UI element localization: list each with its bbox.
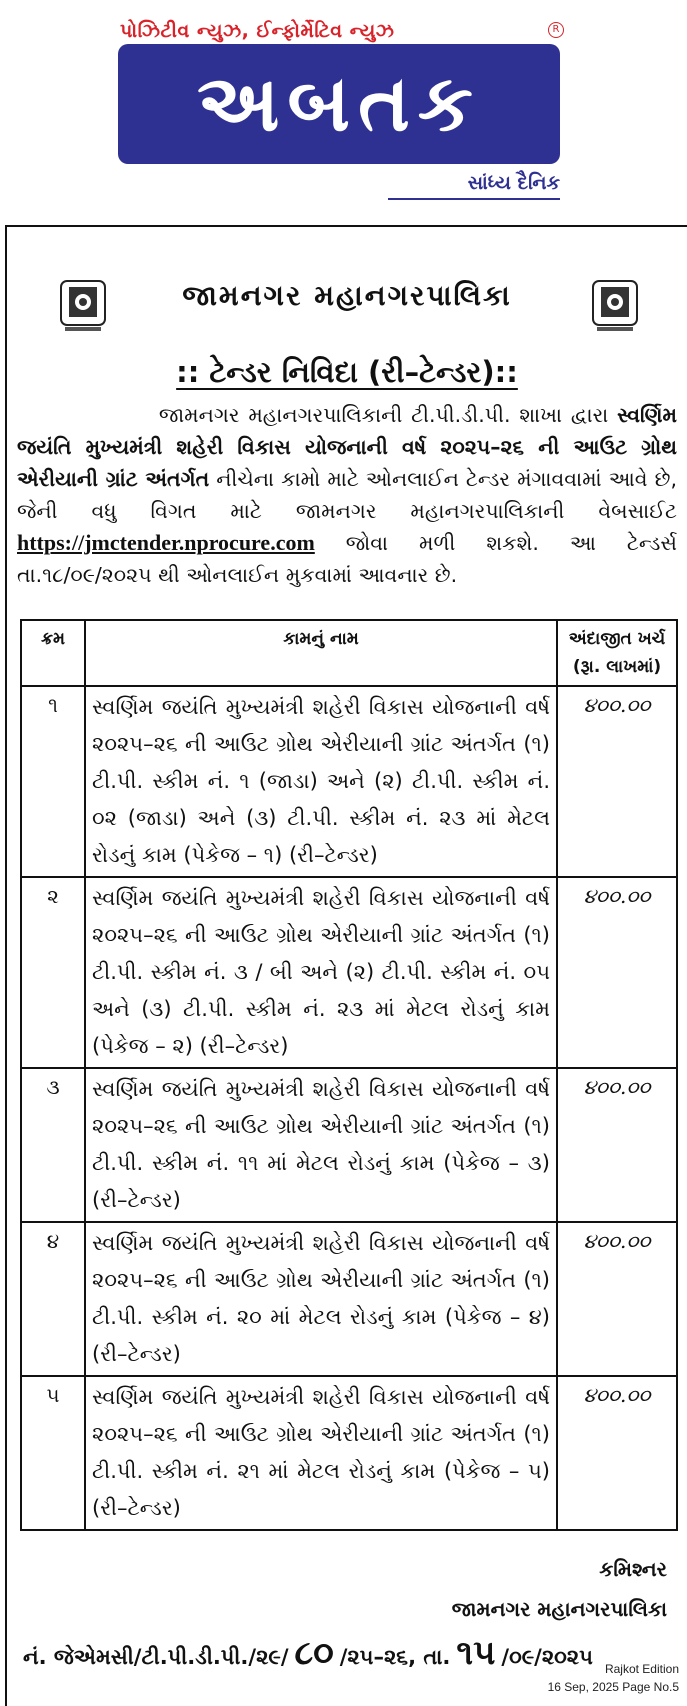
signature-block	[337, 1549, 667, 1629]
row-work-name: સ્વર્ણિમ જયંતિ મુખ્યમંત્રી શહેરી વિકાસ યોજનાની વર્ષ ૨૦૨૫–૨૬ ની આઉટ ગ્રોથ એરીયાની ગ્રાંટ અંતર્ગત (૧) ટી.પી. સ્કીમ નં. ૨૧ માં મેટલ રોડનું કામ (પેકેજ – ૫) (રી–ટેન્ડર)	[85, 1376, 557, 1530]
brand-logo	[118, 44, 560, 164]
subtitle-underline	[388, 198, 560, 200]
tender-website-link[interactable]: https://jmctender.nprocure.com	[17, 530, 315, 555]
header-cost-line2: (રૂા. લાખમાં)	[572, 657, 662, 677]
row-sr: ૪	[21, 1222, 85, 1376]
header-sr: ક્રમ	[21, 620, 85, 686]
row-sr: ૧	[21, 686, 85, 877]
row-work-name: સ્વર્ણિમ જયંતિ મુખ્યમંત્રી શહેરી વિકાસ યોજનાની વર્ષ ૨૦૨૫–૨૬ ની આઉટ ગ્રોથ એરીયાની ગ્રાંટ અંતર્ગત (૧) ટી.પી. સ્કીમ નં. ૧૧ માં મેટલ રોડનું કામ (પેકેજ – ૩) (રી–ટેન્ડર)	[85, 1068, 557, 1222]
signatory-title: કમિશ્નર	[599, 1557, 667, 1581]
tender-title: :: ટેન્ડર નિવિદા (રી–ટેન્ડર)::	[176, 355, 518, 389]
header-work-name: કામનું નામ	[85, 620, 557, 686]
row-work-name: સ્વર્ણિમ જયંતિ મુખ્યમંત્રી શહેરી વિકાસ યોજનાની વર્ષ ૨૦૨૫–૨૬ ની આઉટ ગ્રોથ એરીયાની ગ્રાંટ અંતર્ગત (૧) ટી.પી. સ્કીમ નં. ૨૦ માં મેટલ રોડનું કામ (પેકેજ – ૪) (રી–ટેન્ડર)	[85, 1222, 557, 1376]
works-table	[20, 619, 678, 1531]
organization-title: જામનગર મહાનગરપાલિકા	[182, 279, 512, 312]
row-cost: ૪૦૦.૦૦	[557, 877, 677, 1068]
row-sr: ૫	[21, 1376, 85, 1530]
masthead-subtitle: સાંધ્ય દૈનિક	[467, 172, 560, 194]
row-cost: ૪૦૦.૦૦	[557, 686, 677, 877]
jmc-emblem-icon	[55, 275, 111, 339]
row-cost: ૪૦૦.૦૦	[557, 1068, 677, 1222]
masthead-tagline: પોઝિટીવ ન્યુઝ, ઈન્ફોર્મેટિવ ન્યુઝ	[120, 20, 395, 42]
tender-notice	[5, 225, 687, 1706]
reference-handwritten-number: ૮૦	[294, 1633, 334, 1673]
header-estimated-cost	[557, 620, 677, 686]
brand-name: અબતક	[197, 58, 481, 149]
reference-handwritten-day: ૧૫	[456, 1633, 496, 1673]
scheme-name: સ્વર્ણિમ જયંતિ મુખ્યમંત્રી શહેરી વિકાસ યોજનાની વર્ષ ૨૦૨૫–૨૬ ની આઉટ ગ્રોથ એરીયાની ગ્રાંટ અંતર્ગત	[17, 403, 677, 491]
intro-text: જોવા મળી શકશે. આ ટેન્ડર્સ તા.૧૮/૦૯/૨૦૨૫ થી ઓનલાઈન મુકવામાં આવનાર છે.	[17, 531, 677, 587]
table-row	[21, 877, 677, 1068]
table-header-row	[21, 620, 677, 686]
newspaper-masthead	[0, 0, 687, 215]
jmc-emblem-icon	[587, 275, 643, 339]
registered-mark: R	[548, 22, 564, 38]
row-work-name: સ્વર્ણિમ જયંતિ મુખ્યમંત્રી શહેરી વિકાસ યોજનાની વર્ષ ૨૦૨૫–૨૬ ની આઉટ ગ્રોથ એરીયાની ગ્રાંટ અંતર્ગત (૧) ટી.પી. સ્કીમ નં. ૩ / બી અને (૨) ટી.પી. સ્કીમ નં. ૦૫ અને (૩) ટી.પી. સ્કીમ નં. ૨૩ માં મેટલ રોડનું કામ (પેકેજ – ૨) (રી–ટેન્ડર)	[85, 877, 557, 1068]
row-work-name: સ્વર્ણિમ જયંતિ મુખ્યમંત્રી શહેરી વિકાસ યોજનાની વર્ષ ૨૦૨૫–૨૬ ની આઉટ ગ્રોથ એરીયાની ગ્રાંટ અંતર્ગત (૧) ટી.પી. સ્કીમ નં. ૧ (જાડા) અને (૨) ટી.પી. સ્કીમ નં. ૦૨ (જાડા) અને (૩) ટી.પી. સ્કીમ નં. ૨૩ માં મેટલ રોડનું કામ (પેકેજ – ૧) (રી–ટેન્ડર)	[85, 686, 557, 877]
reference-suffix: /૦૯/૨૦૨૫	[501, 1645, 593, 1669]
header-cost-line1: અંદાજીત ખર્ચ	[568, 629, 666, 649]
table-row	[21, 1222, 677, 1376]
row-sr: ૩	[21, 1068, 85, 1222]
table-row	[21, 1068, 677, 1222]
signatory-organization: જામનગર મહાનગરપાલિકા	[451, 1597, 667, 1621]
reference-mid: /૨૫–૨૬, તા.	[339, 1645, 451, 1669]
row-cost: ૪૦૦.૦૦	[557, 1376, 677, 1530]
reference-prefix: નં. જેએમસી/ટી.પી.ડી.પી./૨૯/	[23, 1645, 289, 1669]
edition-date-page: 16 Sep, 2025 Page No.5	[547, 1680, 679, 1694]
intro-text: નીચેના કામો માટે ઓનલાઈન ટેન્ડર મંગાવવામાં આવે છે, જેની વધુ વિગત માટે જામનગર મહાનગરપાલિકાની વેબસાઈટ	[17, 467, 677, 523]
row-cost: ૪૦૦.૦૦	[557, 1222, 677, 1376]
notice-intro	[17, 399, 677, 591]
edition-info	[548, 1660, 679, 1696]
table-row	[21, 686, 677, 877]
row-sr: ૨	[21, 877, 85, 1068]
intro-text: જામનગર મહાનગરપાલિકાની ટી.પી.ડી.પી. શાખા દ્વારા	[158, 403, 618, 427]
table-row	[21, 1376, 677, 1530]
edition-name: Rajkot Edition	[604, 1662, 679, 1676]
